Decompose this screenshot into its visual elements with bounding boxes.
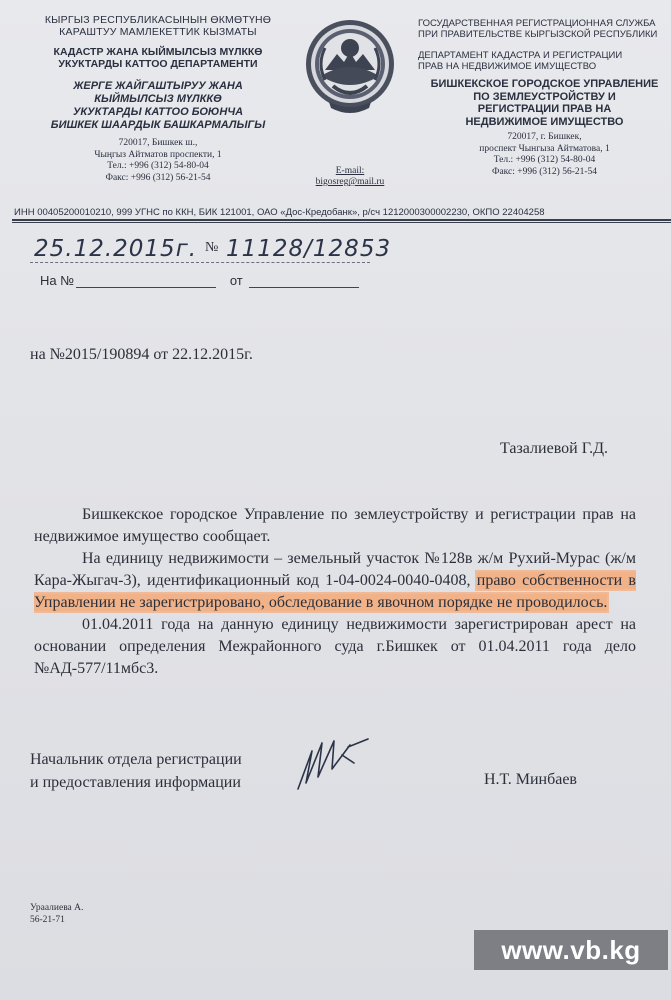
bank-details: ИНН 00405200010210, 999 УГНС по ККН, БИК 121001, ОАО «Дос-Кредобанк», р/сч 1212000300002230, ОКПО 22404258 bbox=[14, 207, 545, 218]
header-right-line2: ПРИ ПРАВИТЕЛЬСТВЕ КЫРГЫЗСКОЙ РЕСПУБЛИКИ bbox=[418, 29, 658, 40]
header-right-fax: Факс: +996 (312) 56-21-54 bbox=[491, 166, 598, 177]
header-right-russian bbox=[418, 18, 671, 178]
highlighted-statement: право собственности в Управлении не зарегистрировано, обследование в явочном порядке не проводилось. bbox=[34, 572, 636, 611]
header-right-address bbox=[418, 132, 671, 178]
addressee: Тазалиевой Г.Д. bbox=[500, 440, 609, 457]
executor-info bbox=[30, 902, 83, 926]
body-paragraph-1: Бишкекское городское Управление по землеустройству и регистрации прав на недвижимое имущество сообщает. bbox=[34, 506, 636, 545]
header-right-line1: ГОСУДАРСТВЕННАЯ РЕГИСТРАЦИОННАЯ СЛУЖБА bbox=[418, 18, 656, 29]
header-right-addr1: 720017, г. Бишкек, bbox=[507, 132, 582, 142]
request-reference: на №2015/190894 от 22.12.2015г. bbox=[30, 346, 253, 363]
header-left-addr1: 720017, Бишкек ш., bbox=[118, 138, 198, 148]
header-left-address bbox=[18, 138, 298, 184]
header-right-dept2: ПРАВ НА НЕДВИЖИМОЕ ИМУЩЕСТВО bbox=[418, 61, 597, 72]
header-right-office3: РЕГИСТРАЦИИ ПРАВ НА bbox=[477, 103, 612, 115]
signatory-title-line1: Начальник отдела регистрации bbox=[30, 751, 242, 768]
state-emblem-icon bbox=[303, 14, 397, 122]
outgoing-date: 25.12.2015г. bbox=[34, 236, 198, 262]
header-left-dept2: УКУКТАРДЫ КАТТОО ДЕПАРТАМЕНТИ bbox=[58, 58, 258, 70]
executor-phone: 56-21-71 bbox=[30, 915, 65, 925]
header-left-office1: ЖЕРГЕ ЖАЙГАШТЫРУУ ЖАНА bbox=[73, 80, 243, 92]
header-divider bbox=[12, 219, 671, 221]
header-left-addr2: Чыңгыз Айтматов проспекти, 1 bbox=[94, 149, 222, 160]
body-paragraph-2 bbox=[34, 548, 636, 614]
header-right-dept1: ДЕПАРТАМЕНТ КАДАСТРА И РЕГИСТРАЦИИ bbox=[418, 50, 623, 61]
header-left-office2: КЫЙМЫЛСЫЗ МҮЛККӨ bbox=[94, 93, 222, 105]
letter-body bbox=[34, 504, 636, 680]
header-left-dept1: КАДАСТР ЖАНА КЫЙМЫЛСЫЗ МҮЛККӨ bbox=[53, 46, 263, 58]
reply-from: от bbox=[229, 273, 243, 288]
header-email bbox=[300, 166, 400, 188]
email-address-link[interactable]: bigosreg@mail.ru bbox=[315, 177, 385, 187]
header-left-office3: УКУКТАРДЫ КАТТОО БОЮНЧА bbox=[72, 106, 244, 118]
header-left-tel: Тел.: +996 (312) 54-80-04 bbox=[107, 161, 209, 171]
reply-prefix: На № bbox=[40, 273, 75, 288]
body-paragraph-3: 01.04.2011 года на данную единицу недвижимости зарегистрирован арест на основании определения Межрайонного суда г.Бишкек от 01.04.2011 года дело №АД-577/11мбс3. bbox=[34, 616, 636, 677]
header-left-line1: КЫРГЫЗ РЕСПУБЛИКАСЫНЫН ӨКМӨТҮНӨ bbox=[44, 14, 272, 26]
header-right-office4: НЕДВИЖИМОЕ ИМУЩЕСТВО bbox=[465, 115, 624, 128]
header-left-office4: БИШКЕК ШААРДЫК БАШКАРМАЛЫГЫ bbox=[50, 119, 266, 131]
header-right-office1: БИШКЕКСКОЕ ГОРОДСКОЕ УПРАВЛЕНИЕ bbox=[430, 78, 659, 90]
reply-number-blank bbox=[76, 275, 216, 288]
header-right-addr2: проспект Чынгыза Айтматова, 1 bbox=[479, 143, 610, 154]
signatory-title-line2: и предоставления информации bbox=[30, 774, 241, 791]
header-divider-thin bbox=[12, 222, 671, 223]
email-label: E-mail: bbox=[335, 166, 365, 176]
header-right-tel: Тел.: +996 (312) 54-80-04 bbox=[493, 155, 596, 165]
site-watermark: www.vb.kg bbox=[474, 930, 668, 970]
header-left-line2: КАРАШТУУ МАМЛЕКЕТТИК КЫЗМАТЫ bbox=[59, 26, 257, 38]
handwritten-signature-icon bbox=[292, 733, 382, 795]
reply-reference-line bbox=[40, 273, 359, 288]
signatory-name: Н.Т. Минбаев bbox=[484, 771, 577, 788]
header-right-office2: ПО ЗЕМЛЕУСТРОЙСТВУ И bbox=[473, 90, 616, 103]
reply-date-blank bbox=[249, 275, 359, 288]
executor-name: Ураалиева А. bbox=[30, 903, 84, 913]
body-paragraph-2-text: На единицу недвижимости – земельный участок №128в ж/м Рухий-Мурас (ж/м Кара-Жыгач-3), идентификационный код 1-04-0024-0040-0408, bbox=[34, 550, 636, 589]
outgoing-number-sign: № bbox=[205, 240, 219, 255]
header-left-fax: Факс: +996 (312) 56-21-54 bbox=[105, 172, 211, 183]
signatory-title bbox=[30, 748, 242, 794]
outgoing-number: 11128/12853 bbox=[226, 236, 392, 262]
header-left-kyrgyz bbox=[18, 14, 298, 184]
outgoing-underline bbox=[30, 262, 370, 264]
